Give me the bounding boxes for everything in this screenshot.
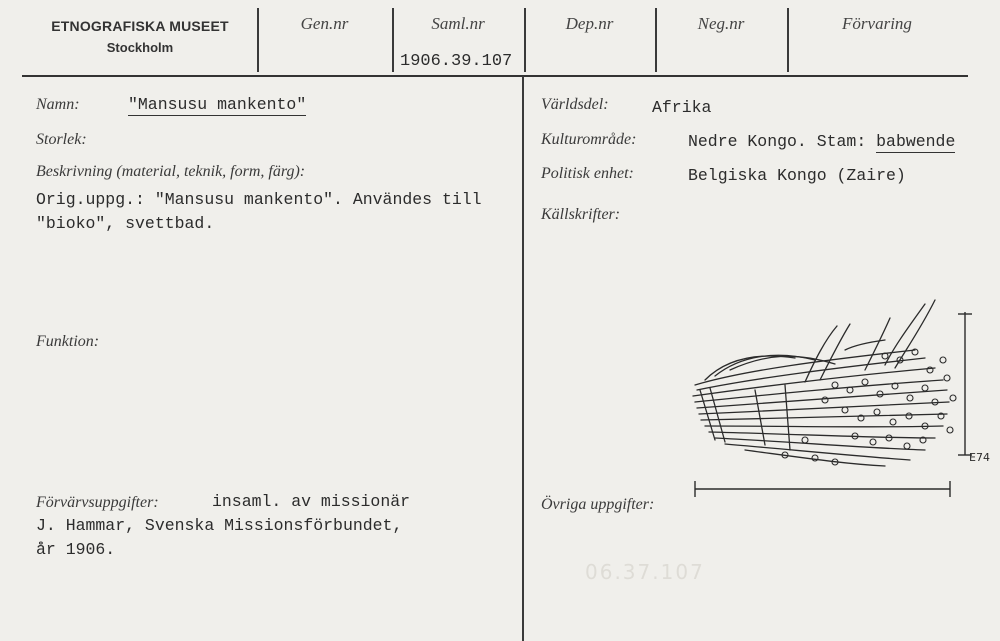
stam-value: babwende — [876, 132, 956, 151]
kulturomrade-value — [688, 132, 955, 151]
sketch-note: E74 — [969, 451, 990, 464]
forvarv-line-1: insaml. av missionär — [212, 492, 411, 511]
museum-city: Stockholm — [106, 40, 174, 55]
center-divider — [522, 76, 524, 641]
ghost-number: 06.37.107 — [585, 560, 705, 584]
namn-label: Namn: — [36, 96, 80, 113]
namn-value-text: "Mansusu mankento" — [128, 95, 307, 114]
storlek-label: Storlek: — [36, 131, 87, 148]
forvaring-label: Förvaring — [842, 14, 912, 33]
forvarv-line-3: år 1906. — [36, 540, 116, 559]
forvarv-label: Förvärvsuppgifter: — [36, 494, 159, 511]
funktion-label: Funktion: — [36, 333, 100, 350]
museum-name: ETNOGRAFISKA MUSEET — [51, 18, 229, 34]
kallskrifter-label: Källskrifter: — [541, 206, 621, 223]
varldsdel-label: Världsdel: — [541, 96, 609, 113]
kulturomrade-label: Kulturområde: — [541, 131, 637, 148]
ovriga-label: Övriga uppgifter: — [541, 496, 655, 513]
header-rule — [22, 75, 968, 77]
beskrivning-line-1: Orig.uppg.: "Mansusu mankento". Användes till — [36, 190, 482, 209]
neg-nr-label: Neg.nr — [697, 14, 745, 33]
politisk-value: Belgiska Kongo (Zaire) — [688, 166, 906, 185]
dep-nr-label: Dep.nr — [565, 14, 614, 33]
saml-nr-value: 1906.39.107 — [400, 52, 513, 71]
object-sketch-drawing — [685, 290, 995, 505]
beskrivning-line-2: "bioko", svettbad. — [36, 214, 215, 233]
varldsdel-value: Afrika — [652, 98, 712, 117]
kulturomrade-text: Nedre Kongo. Stam: — [688, 132, 877, 151]
politisk-label: Politisk enhet: — [541, 165, 634, 182]
saml-nr-label: Saml.nr — [431, 14, 485, 33]
namn-value — [128, 95, 306, 114]
forvarv-line-2: J. Hammar, Svenska Missionsförbundet, — [36, 516, 403, 535]
museum-header — [30, 18, 250, 55]
gen-nr-label: Gen.nr — [300, 14, 349, 33]
beskrivning-label: Beskrivning (material, teknik, form, färg): — [36, 163, 306, 180]
